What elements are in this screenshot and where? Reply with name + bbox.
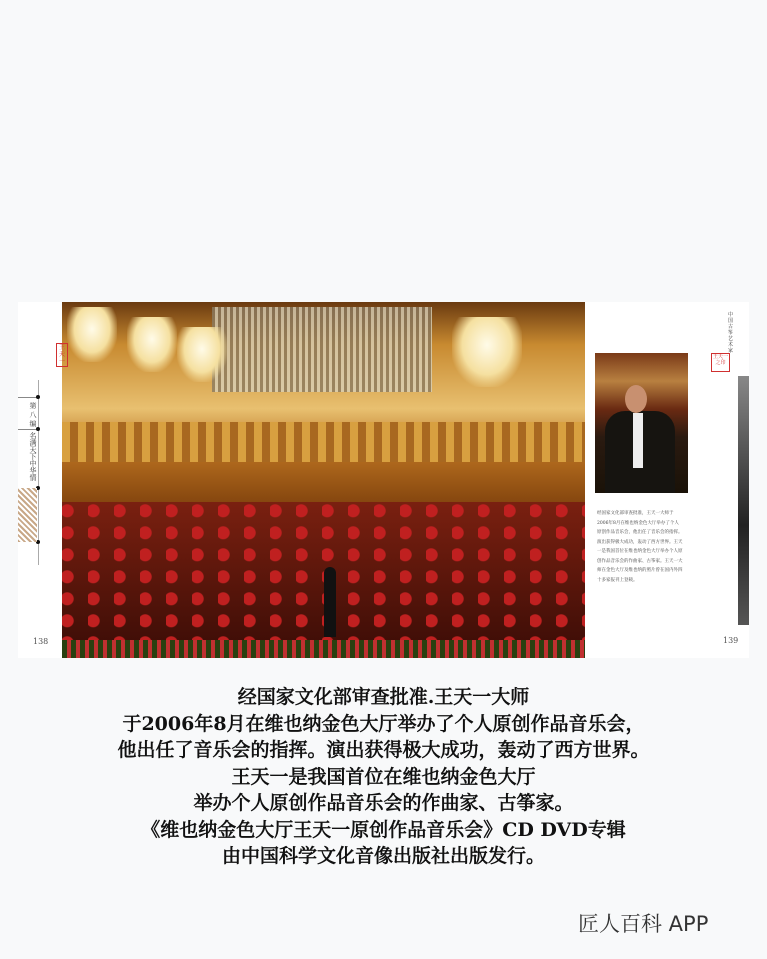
watermark: 匠人百科 APP [578,912,709,936]
conductor [324,567,336,637]
section-label: 第八编 [29,402,37,428]
organ-pipes [212,307,432,392]
chandelier [127,317,177,372]
caption-line: 他出任了音乐会的指挥。演出获得极大成功，轰动了西方世界。 [117,739,650,761]
caption-line: 经国家文化部审查批准.王天一大师 [237,686,530,708]
caption-line: 于2006年8月在维也纳金色大厅举办了个人原创作品音乐会， [122,712,645,735]
right-page-body-text: 经国家文化部审查批准，王天一大师于2006年8月在维也纳金色大厅举办了个人原创作品音乐会，他出任了音乐会的指挥。演出获得极大成功，轰动了西方世界。王天一是我国首位在维也纳金色大厅举办个人原创作品音乐会的作曲家、古筝家。王天一大师在金色大厅及维也纳的照片曾在国内外四十多家报刊上登载。 [597,511,683,583]
left-page-number: 138 [33,637,49,646]
conductor-portrait [595,353,688,493]
right-vertical-title: 中国古筝艺术家 [728,312,734,354]
caption-line: 由中国科学文化音像出版社出版发行。 [221,845,545,867]
portrait-shirt [633,413,643,468]
divider [18,429,38,430]
caption-line: 《维也纳金色大厅王天一原创作品音乐会》CD DVD专辑 [141,818,626,841]
caption [0,684,767,870]
caption-line: 王天一是我国首位在维也纳金色大厅 [231,765,536,788]
portrait-face [625,385,647,413]
balcony [62,422,585,462]
concert-photo [62,302,585,658]
chandelier [177,327,227,382]
chapter-label: 名满天下中华情 [29,432,37,482]
decorative-pattern [18,488,37,542]
chandelier [67,307,117,362]
chandelier [452,317,522,387]
stage-flowers [62,640,585,658]
side-photo-strip [738,376,749,625]
left-seal: 王天一 [56,343,68,367]
bullet-dot [36,395,40,399]
right-seal: 王天一之印 [711,353,730,372]
divider [18,397,38,398]
right-page-number: 139 [723,636,739,645]
caption-line: 举办个人原创作品音乐会的作曲家、古筝家。 [193,792,574,814]
